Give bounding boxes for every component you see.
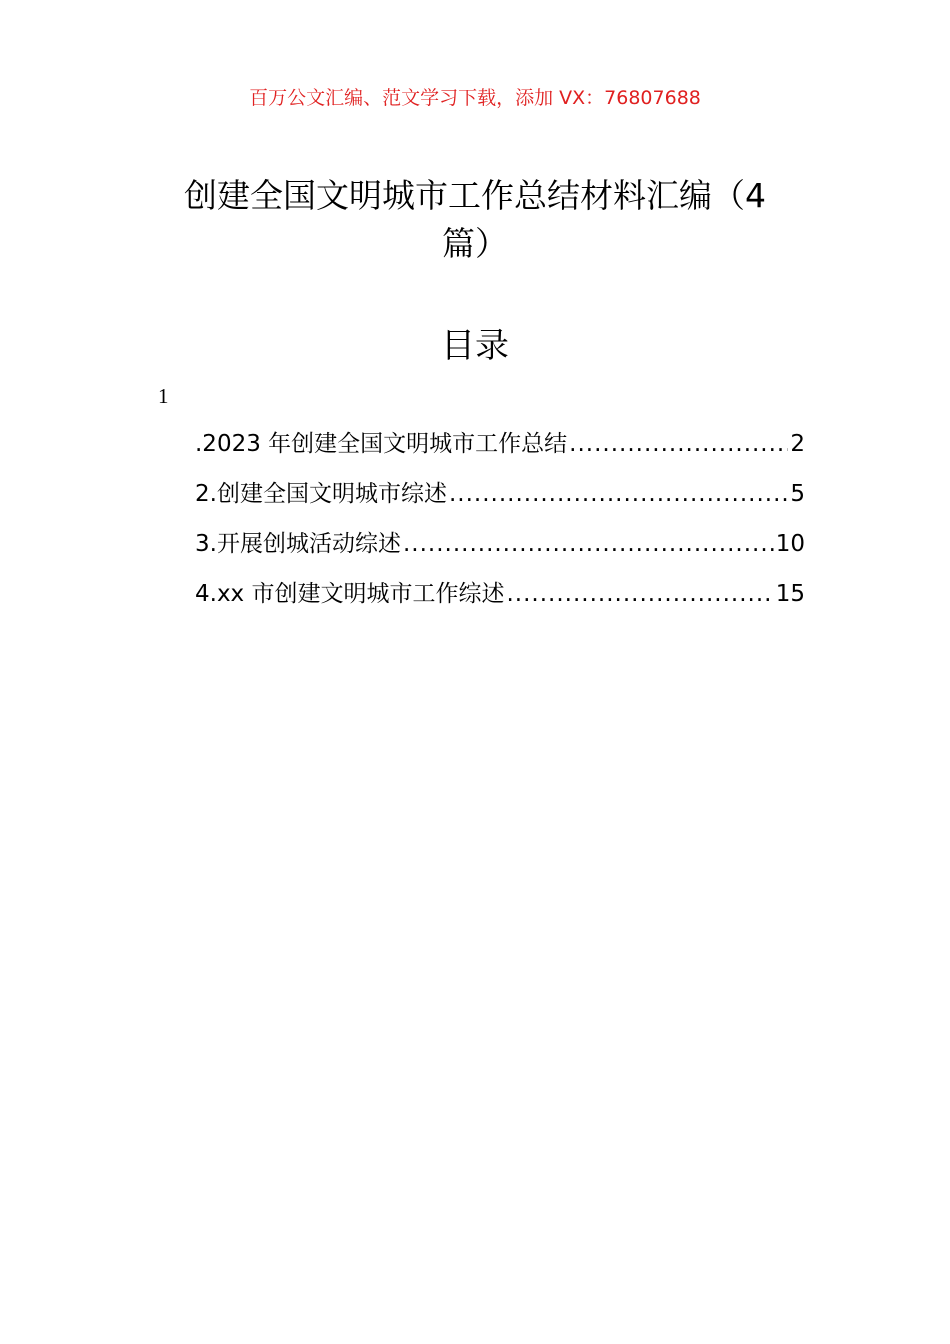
header-note: 百万公文汇编、范文学习下载，添加 VX：76807688 — [249, 87, 701, 109]
document-title: 创建全国文明城市工作总结材料汇编（4篇） — [184, 176, 766, 263]
toc-entry[interactable] — [195, 424, 805, 474]
toc-entry-page: 10 — [775, 531, 805, 557]
toc-leader-dots — [569, 424, 788, 464]
toc-leader-dots — [403, 524, 774, 564]
toc-entry-title: 3.开展创城活动综述 — [195, 531, 401, 557]
toc-heading: 目录 — [441, 326, 509, 366]
toc-entry[interactable] — [195, 474, 805, 524]
table-of-contents — [195, 424, 805, 624]
toc-entry-title: .2023 年创建全国文明城市工作总结 — [195, 431, 568, 457]
toc-entry-title: 4.xx 市创建文明城市工作综述 — [195, 581, 505, 607]
toc-entry-title: 2.创建全国文明城市综述 — [195, 481, 447, 507]
toc-leader-dots — [506, 574, 773, 614]
toc-entry-page: 2 — [790, 431, 805, 457]
toc-entry[interactable] — [195, 524, 805, 574]
toc-entry-page: 5 — [790, 481, 805, 507]
list-number: 1 — [158, 384, 169, 408]
toc-entry-page: 15 — [775, 581, 805, 607]
toc-entry[interactable] — [195, 574, 805, 624]
toc-leader-dots — [449, 474, 788, 514]
